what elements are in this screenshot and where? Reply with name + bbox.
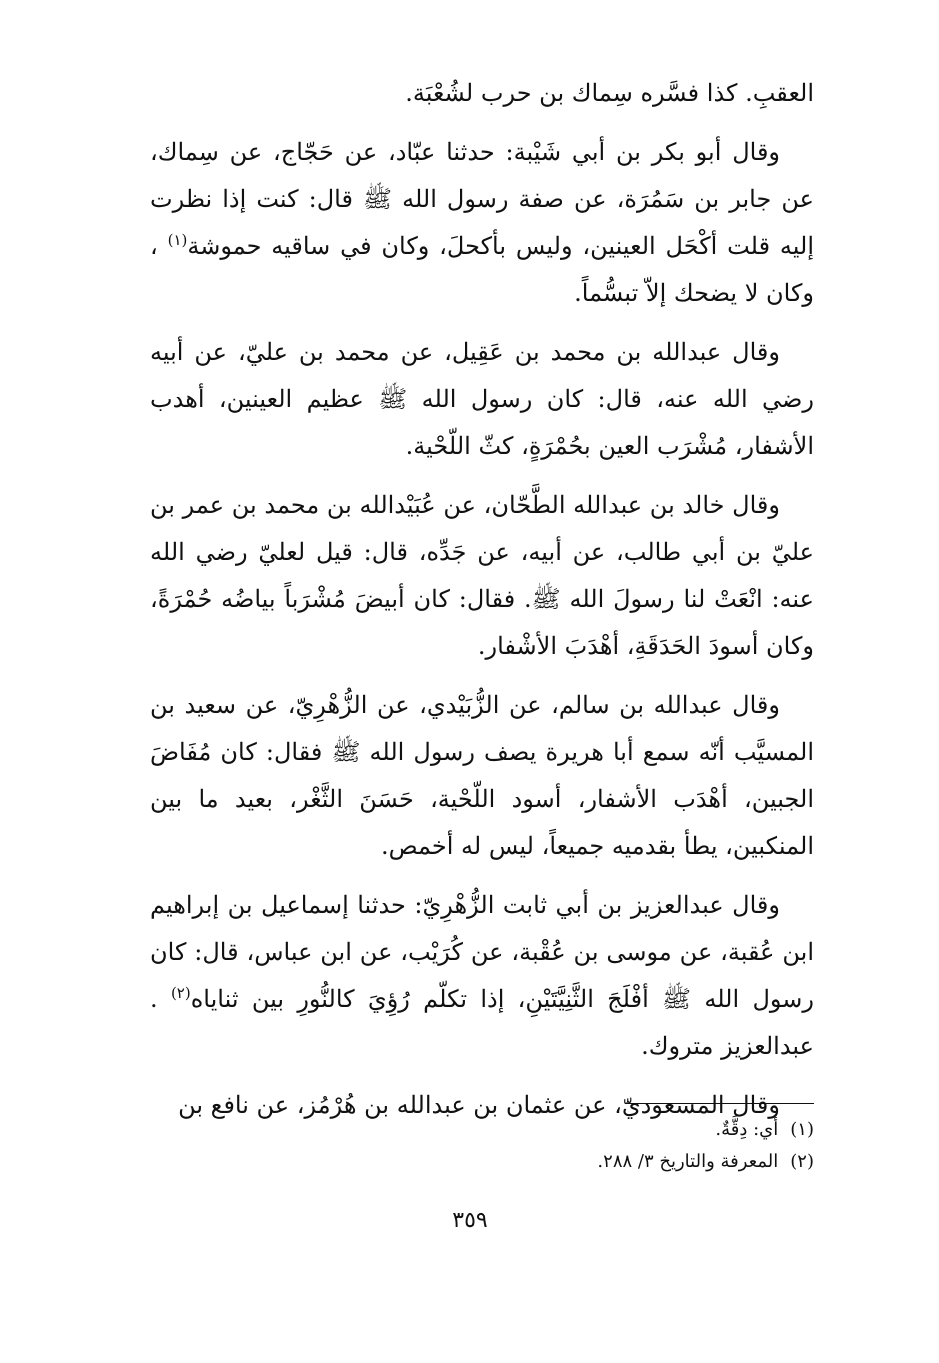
paragraph-text: ، وكان لا يضحك إلاّ تبسُّماً. [150, 232, 814, 307]
footnotes [300, 1114, 814, 1178]
paragraph-text: وقال عبدالله بن سالم، عن الزُّبَيْدي، عن الزُّهْرِيّ، عن سعيد بن المسيَّب أنّه سمع أبا هريرة يصف رسول الله ﷺ فقال: كان مُفَاضَ الجبين، أهْدَب الأشفار، أسود اللّحْية، حَسَنَ الثَّغْر، بعيد ما بين المنكبين، يطأ بقدميه جميعاً، ليس له أخمص. [150, 691, 814, 860]
paragraph-2 [150, 129, 814, 317]
paragraph-1 [150, 70, 814, 117]
footnote-text: المعرفة والتاريخ ٣/ ٢٨٨. [597, 1151, 779, 1172]
footnote-divider [625, 1103, 814, 1104]
footnote-number: (١) [790, 1119, 814, 1140]
paragraph-text: وقال المسعوديّ، عن عثمان بن عبدالله بن هُرْمُز، عن نافع بن [178, 1091, 780, 1119]
paragraph-text: . عبدالعزيز متروك. [150, 985, 814, 1060]
paragraph-6 [150, 882, 814, 1070]
page-number: ٣٥٩ [452, 1208, 488, 1233]
footnote-1 [300, 1114, 814, 1146]
paragraph-text: وقال أبو بكر بن أبي شَيْبة: حدثنا عبّاد، عن حَجّاج، عن سِماك، عن جابر بن سَمُرَة، عن صفة رسول الله ﷺ قال: كنت إذا نظرت إليه قلت أكْحَل العينين، وليس بأكحلَ، وكان في ساقيه حموشة [150, 138, 815, 260]
paragraph-3 [150, 329, 814, 470]
footnote-ref-1: (١) [167, 231, 188, 249]
footnote-ref-2: (٢) [170, 984, 191, 1002]
footnote-2 [300, 1146, 814, 1178]
paragraph-text: وقال خالد بن عبدالله الطَّحّان، عن عُبَيْدالله بن محمد بن عمر بن عليّ بن أبي طالب، عن أبيه، عن جَدِّه، قال: قيل لعليّ رضي الله عنه: انْعَتْ لنا رسولَ الله ﷺ. فقال: كان أبيضَ مُشْرَباً بياضُه حُمْرَةً، وكان أسودَ الحَدَقَةِ، أهْدَبَ الأشْفار. [150, 491, 814, 660]
footnote-number: (٢) [790, 1151, 814, 1172]
paragraph-4 [150, 482, 814, 670]
main-text [150, 70, 814, 1141]
paragraph-text: العقبِ. كذا فسَّره سِماك بن حرب لشُعْبَة. [405, 79, 814, 107]
paragraph-text: وقال عبدالعزيز بن أبي ثابت الزُّهْرِيّ: حدثنا إسماعيل بن إبراهيم ابن عُقبة، عن موسى بن عُقْبة، عن كُرَيْب، عن ابن عباس، قال: كان رسول الله ﷺ أفْلَجَ الثَّنِيَّتَيْنِ، إذا تكلّم رُؤِيَ كالنُّورِ بين ثناياه [150, 891, 814, 1013]
paragraph-5 [150, 682, 814, 870]
footnote-text: أي: دِقَّةٌ. [715, 1119, 779, 1140]
paragraph-text: وقال عبدالله بن محمد بن عَقِيل، عن محمد بن عليّ، عن أبيه رضي الله عنه، قال: كان رسول الله ﷺ عظيم العينين، أهدب الأشفار، مُشْرَب العين بحُمْرَةٍ، كثّ اللّحْية. [150, 338, 814, 460]
